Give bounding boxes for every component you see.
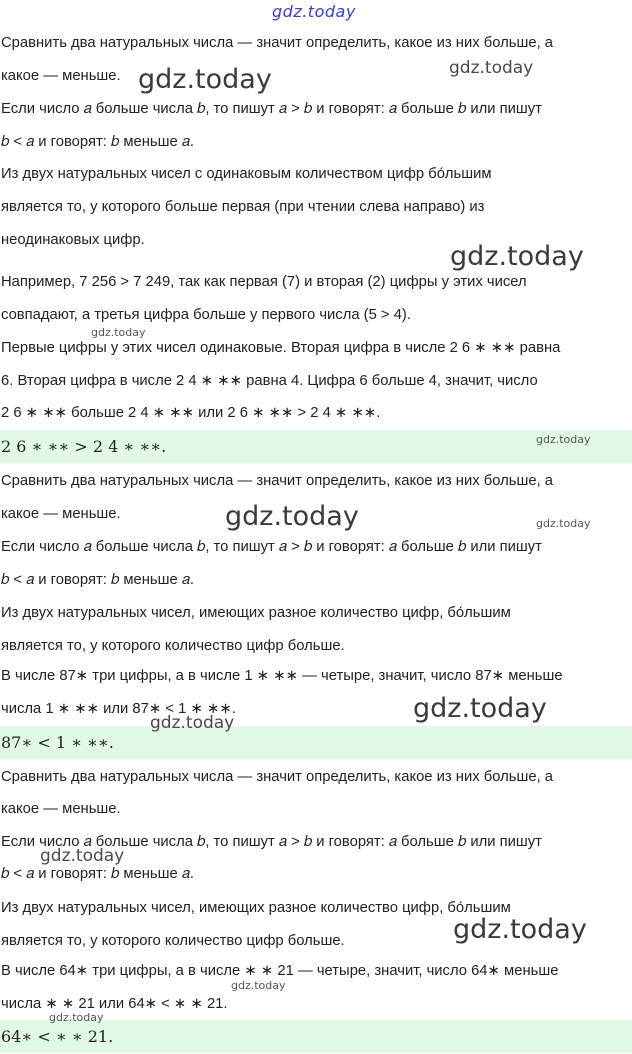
watermark: gdz.today <box>40 846 125 866</box>
text-line: В числе 64∗ три цифры, а в числе ∗ ∗ 21 — четыре, значит, число 64∗ меньше <box>1 963 559 979</box>
text-line: 6. Вторая цифра в числе 2 4 ∗ ∗∗ равна 4. Цифра 6 больше 4, значит, число <box>1 373 538 389</box>
text-line: Сравнить два натуральных числа — значит определить, какое из них больше, а <box>1 769 554 785</box>
text-line: Например, 7 256 > 7 249, так как первая (7) и вторая (2) цифры у этих чисел <box>1 274 527 290</box>
text-line: неодинаковых цифр. <box>1 232 145 248</box>
watermark: gdz.today <box>450 241 584 272</box>
text-line: является то, у которого количество цифр больше. <box>1 638 345 654</box>
text-line: 𝑏 < 𝑎 и говорят: 𝑏 меньше 𝑎. <box>1 866 194 882</box>
text-line: Если число 𝑎 больше числа 𝑏, то пишут 𝑎 > 𝑏 и говорят: 𝑎 больше 𝑏 или пишут <box>1 101 542 117</box>
site-logo[interactable]: gdz.today <box>272 2 356 21</box>
text-line: числа ∗ ∗ 21 или 64∗ < ∗ ∗ 21. <box>1 996 228 1012</box>
answer-line: 2 6 ∗ ∗∗ > 2 4 ∗ ∗∗. <box>0 430 632 463</box>
text-line: какое — меньше. <box>1 506 121 522</box>
watermark: gdz.today <box>413 693 547 724</box>
text-line: Если число 𝑎 больше числа 𝑏, то пишут 𝑎 > 𝑏 и говорят: 𝑎 больше 𝑏 или пишут <box>1 539 542 555</box>
watermark: gdz.today <box>536 517 591 530</box>
watermark: gdz.today <box>536 433 591 446</box>
watermark: gdz.today <box>150 713 235 733</box>
watermark: gdz.today <box>91 326 146 339</box>
text-line: Первые цифры у этих чисел одинаковые. Вторая цифра в числе 2 6 ∗ ∗∗ равна <box>1 340 561 356</box>
watermark: gdz.today <box>225 501 359 532</box>
text-line: Сравнить два натуральных числа — значит определить, какое из них больше, а <box>1 35 554 51</box>
text-line: Сравнить два натуральных числа — значит определить, какое из них больше, а <box>1 473 554 489</box>
text-line: 𝑏 < 𝑎 и говорят: 𝑏 меньше 𝑎. <box>1 134 194 150</box>
watermark: gdz.today <box>449 58 534 78</box>
text-line: В числе 87∗ три цифры, а в числе 1 ∗ ∗∗ — четыре, значит, число 87∗ меньше <box>1 668 563 684</box>
text-line: какое — меньше. <box>1 801 121 817</box>
text-line: какое — меньше. <box>1 68 121 84</box>
text-line: совпадают, а третья цифра больше у первого числа (5 > 4). <box>1 307 411 323</box>
text-line: является то, у которого больше первая (при чтении слева направо) из <box>1 199 485 215</box>
watermark: gdz.today <box>138 64 272 95</box>
text-line: числа 1 ∗ ∗∗ или 87∗ < 1 ∗ ∗∗. <box>1 701 236 717</box>
watermark: gdz.today <box>231 979 286 992</box>
text-line: Если число 𝑎 больше числа 𝑏, то пишут 𝑎 > 𝑏 и говорят: 𝑎 больше 𝑏 или пишут <box>1 834 542 850</box>
text-line: 2 6 ∗ ∗∗ больше 2 4 ∗ ∗∗ или 2 6 ∗ ∗∗ > 2 4 ∗ ∗∗. <box>1 405 381 421</box>
text-line: Из двух натуральных чисел, имеющих разное количество цифр, бо́льшим <box>1 900 511 916</box>
text-line: Из двух натуральных чисел, имеющих разное количество цифр, бо́льшим <box>1 605 511 621</box>
watermark: gdz.today <box>49 1011 104 1024</box>
watermark: gdz.today <box>453 914 587 945</box>
text-line: Из двух натуральных чисел с одинаковым количеством цифр бо́льшим <box>1 166 492 182</box>
text-line: 𝑏 < 𝑎 и говорят: 𝑏 меньше 𝑎. <box>1 572 194 588</box>
text-line: является то, у которого количество цифр больше. <box>1 933 345 949</box>
answer-line: 64∗ < ∗ ∗ 21. <box>0 1020 632 1053</box>
answer-line: 87∗ < 1 ∗ ∗∗. <box>0 726 632 759</box>
